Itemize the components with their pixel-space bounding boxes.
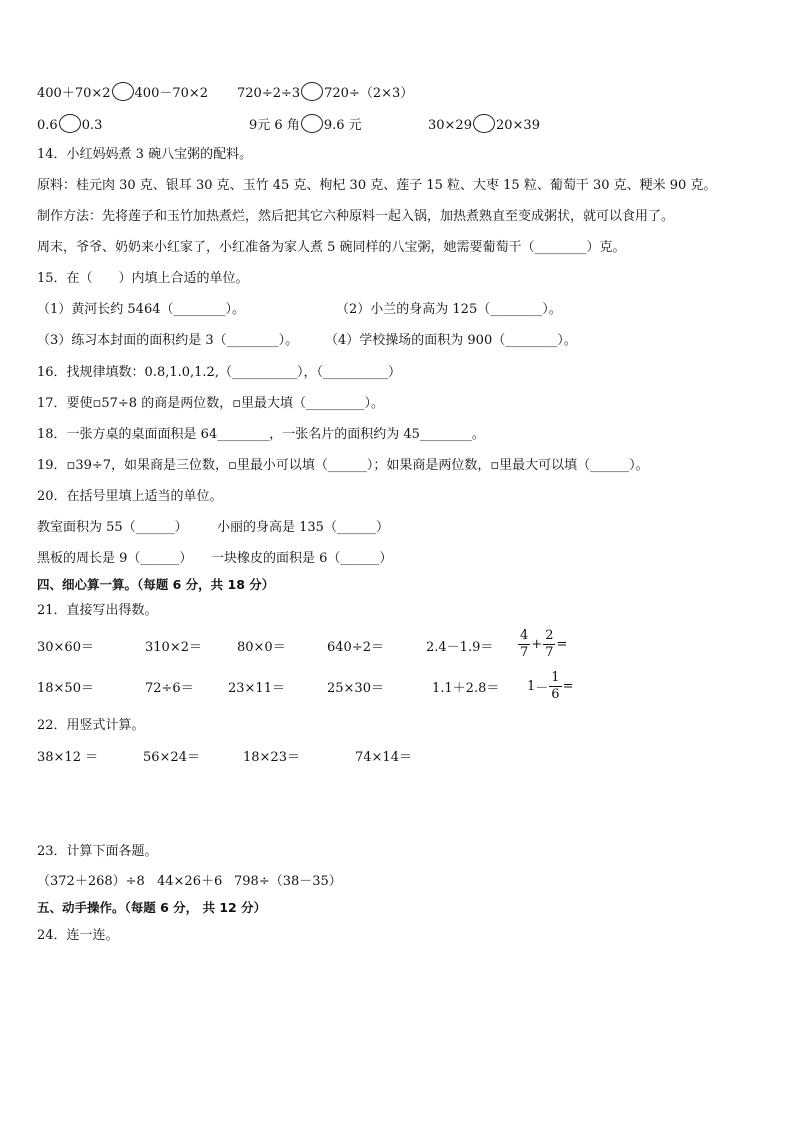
compare-circle-blank[interactable]: [301, 114, 323, 133]
q14-question: 周末，爷爷、奶奶来小红家了，小红准备为家人煮 5 碗同样的八宝粥，她需要葡萄干（________）克。: [37, 240, 626, 255]
compare-1b-right: 720÷（2×3）: [324, 86, 414, 101]
compare-circle-blank[interactable]: [112, 82, 134, 101]
q21-r2c5: 1.1＋2.8＝: [432, 681, 500, 696]
q16: 16．找规律填数：0.8,1.0,1.2,（__________），（__________）: [37, 365, 401, 380]
section-5-heading: 五、动手操作。（每题 6 分， 共 12 分）: [37, 900, 267, 915]
compare-row-2c: [428, 114, 540, 135]
q21-r2c3: 23×11＝: [228, 681, 285, 696]
q21-r2c1: 18×50＝: [37, 681, 94, 696]
q21-fraction-diff: 1 － $\frac{1}{6}$ =: [527, 670, 574, 702]
q22-item4: 74×14＝: [355, 750, 412, 765]
compare-2a-left: 0.6: [37, 118, 58, 133]
q19: 19．▫39÷7，如果商是三位数，▫里最小可以填（______）；如果商是两位数，▫里最大可以填（______）。: [37, 458, 649, 473]
q15-title: 15．在（ ）内填上合适的单位。: [37, 271, 249, 286]
compare-row-1: [37, 82, 208, 103]
q21-title: 21．直接写出得数。: [37, 603, 158, 618]
compare-circle-blank[interactable]: [473, 114, 495, 133]
compare-2c-right: 20×39: [495, 118, 540, 133]
q21-r1c4: 640÷2＝: [327, 640, 384, 655]
q21-r1c1: 30×60＝: [37, 640, 94, 655]
q20-title: 20．在括号里填上适当的单位。: [37, 489, 223, 504]
q15-item3: （3）练习本封面的面积约是 3（________）。: [37, 333, 299, 348]
compare-1a-right: 400－70×2: [134, 86, 209, 101]
fraction: $\frac{4}{7}$: [520, 628, 529, 660]
q22-item1: 38×12 ＝: [37, 750, 99, 765]
q23-title: 23．计算下面各题。: [37, 844, 158, 859]
q21-r1c2: 310×2＝: [145, 640, 202, 655]
q24-title: 24．连一连。: [37, 928, 119, 943]
compare-1b-left: 720÷2÷3: [237, 86, 301, 101]
q14-title: 14．小红妈妈煮 3 碗八宝粥的配料。: [37, 147, 253, 162]
q20-d: 一块橡皮的面积是 6（______）: [211, 551, 393, 566]
fraction: $\frac{2}{7}$: [545, 628, 554, 660]
q23-item1: （372＋268）÷8: [37, 874, 145, 889]
compare-row-2a: [37, 114, 102, 135]
q22-title: 22．用竖式计算。: [37, 718, 145, 733]
section-4-heading: 四、细心算一算。（每题 6 分，共 18 分）: [37, 577, 275, 592]
compare-1a-left: 400＋70×2: [37, 86, 111, 101]
q20-c: 黑板的周长是 9（______）: [37, 551, 193, 566]
q15-item4: （4）学校操场的面积为 900（________）。: [325, 333, 577, 348]
q21-r2c2: 72÷6＝: [145, 681, 194, 696]
compare-2b-left: 9元 6 角: [249, 118, 300, 133]
compare-row-1b: [237, 82, 413, 103]
q15-item1: （1）黄河长约 5464（________）。: [37, 302, 245, 317]
q18: 18．一张方桌的桌面面积是 64________，一张名片的面积约为 45________。: [37, 427, 485, 442]
compare-2c-left: 30×29: [428, 118, 472, 133]
q22-item2: 56×24＝: [143, 750, 200, 765]
q17: 17．要使▫57÷8 的商是两位数，▫里最大填（_________）。: [37, 396, 385, 411]
fraction: $\frac{1}{6}$: [551, 670, 560, 702]
q21-r2c4: 25×30＝: [327, 681, 384, 696]
q15-item2: （2）小兰的身高为 125（________）。: [336, 302, 562, 317]
q23-item3: 798÷（38－35）: [234, 874, 342, 889]
compare-circle-blank[interactable]: [59, 114, 81, 133]
q22-item3: 18×23＝: [243, 750, 300, 765]
q21-r1c3: 80×0＝: [237, 640, 286, 655]
q20-b: 小丽的身高是 135（______）: [217, 520, 389, 535]
compare-row-2b: [249, 114, 362, 135]
q21-fraction-sum: $\frac{4}{7}$ + $\frac{2}{7}$ =: [520, 628, 568, 660]
compare-2b-right: 9.6 元: [323, 118, 362, 133]
q14-ingredients: 原料：桂元肉 30 克、银耳 30 克、玉竹 45 克、枸杞 30 克、莲子 15 粒、大枣 15 粒、葡萄干 30 克、粳米 90 克。: [37, 178, 717, 193]
q21-r1c5: 2.4－1.9＝: [426, 640, 494, 655]
q14-method: 制作方法：先将莲子和玉竹加热煮烂，然后把其它六种原料一起入锅，加热煮熟直至变成粥状，就可以食用了。: [37, 209, 675, 224]
compare-2a-right: 0.3: [81, 118, 103, 133]
compare-circle-blank[interactable]: [301, 82, 323, 101]
q23-item2: 44×26＋6: [157, 874, 223, 889]
q20-a: 教室面积为 55（______）: [37, 520, 188, 535]
